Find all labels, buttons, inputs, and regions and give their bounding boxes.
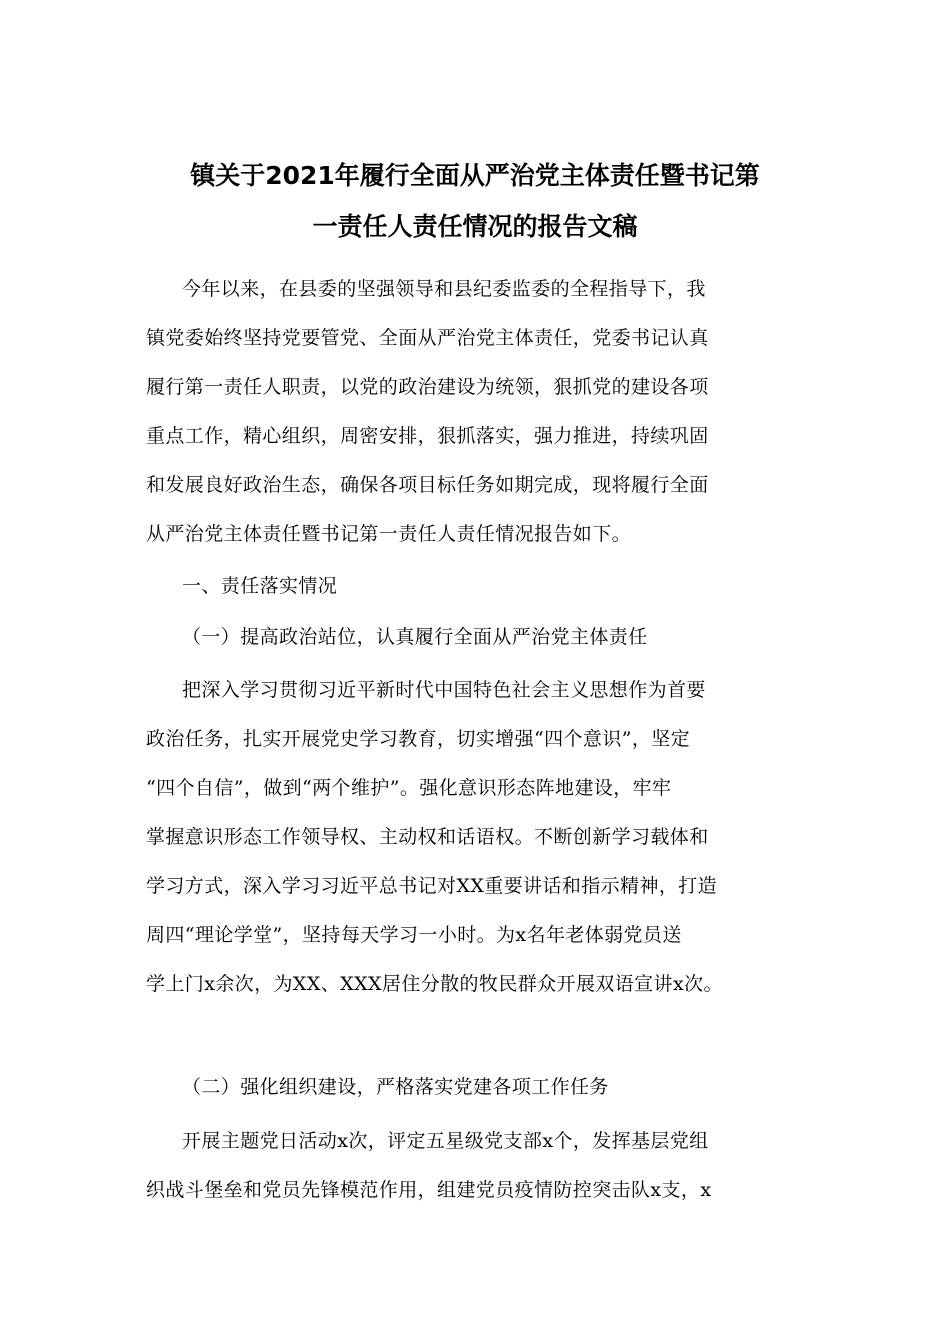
paragraph-line: “四个自信”，做到“两个维护”。强化意识形态阵地建设，牢牢 [146, 777, 672, 799]
paragraph-line: 掌握意识形态工作领导权、主动权和话语权。不断创新学习载体和 [146, 826, 709, 848]
intro-line: 镇党委始终坚持党要管党、全面从严治党主体责任，党委书记认真 [146, 327, 709, 349]
paragraph-line: 周四“理论学堂”，坚持每天学习一小时。为x名年老体弱党员送 [146, 924, 682, 946]
paragraph-line: 学习方式，深入学习习近平总书记对XX重要讲话和指示精神，打造 [146, 875, 718, 897]
subsection-heading: （一）提高政治站位，认真履行全面从严治党主体责任 [182, 626, 648, 648]
paragraph-line: 政治任务，扎实开展党史学习教育，切实增强“四个意识”，坚定 [146, 728, 691, 750]
section-heading: 一、责任落实情况 [182, 575, 338, 597]
intro-line: 今年以来，在县委的坚强领导和县纪委监委的全程指导下，我 [182, 278, 706, 300]
document-title-line-1: 镇关于2021年履行全面从严治党主体责任暨书记第 [190, 161, 760, 190]
paragraph-line: 织战斗堡垒和党员先锋模范作用，组建党员疫情防控突击队x支，x [146, 1179, 712, 1201]
document-title-line-2: 一责任人责任情况的报告文稿 [312, 212, 638, 241]
intro-line: 履行第一责任人职责，以党的政治建设为统领，狠抓党的建设各项 [146, 376, 709, 398]
intro-line: 从严治党主体责任暨书记第一责任人责任情况报告如下。 [146, 523, 632, 545]
paragraph-line: 把深入学习贯彻习近平新时代中国特色社会主义思想作为首要 [182, 679, 706, 701]
paragraph-line: 开展主题党日活动x次，评定五星级党支部x个，发挥基层党组 [182, 1130, 709, 1152]
subsection-heading: （二）强化组织建设，严格落实党建各项工作任务 [182, 1076, 609, 1098]
intro-line: 和发展良好政治生态，确保各项目标任务如期完成，现将履行全面 [146, 474, 709, 496]
paragraph-line: 学上门x余次，为XX、XXX居住分散的牧民群众开展双语宣讲x次。 [146, 973, 723, 995]
intro-line: 重点工作，精心组织，周密安排，狠抓落实，强力推进，持续巩固 [146, 425, 709, 447]
